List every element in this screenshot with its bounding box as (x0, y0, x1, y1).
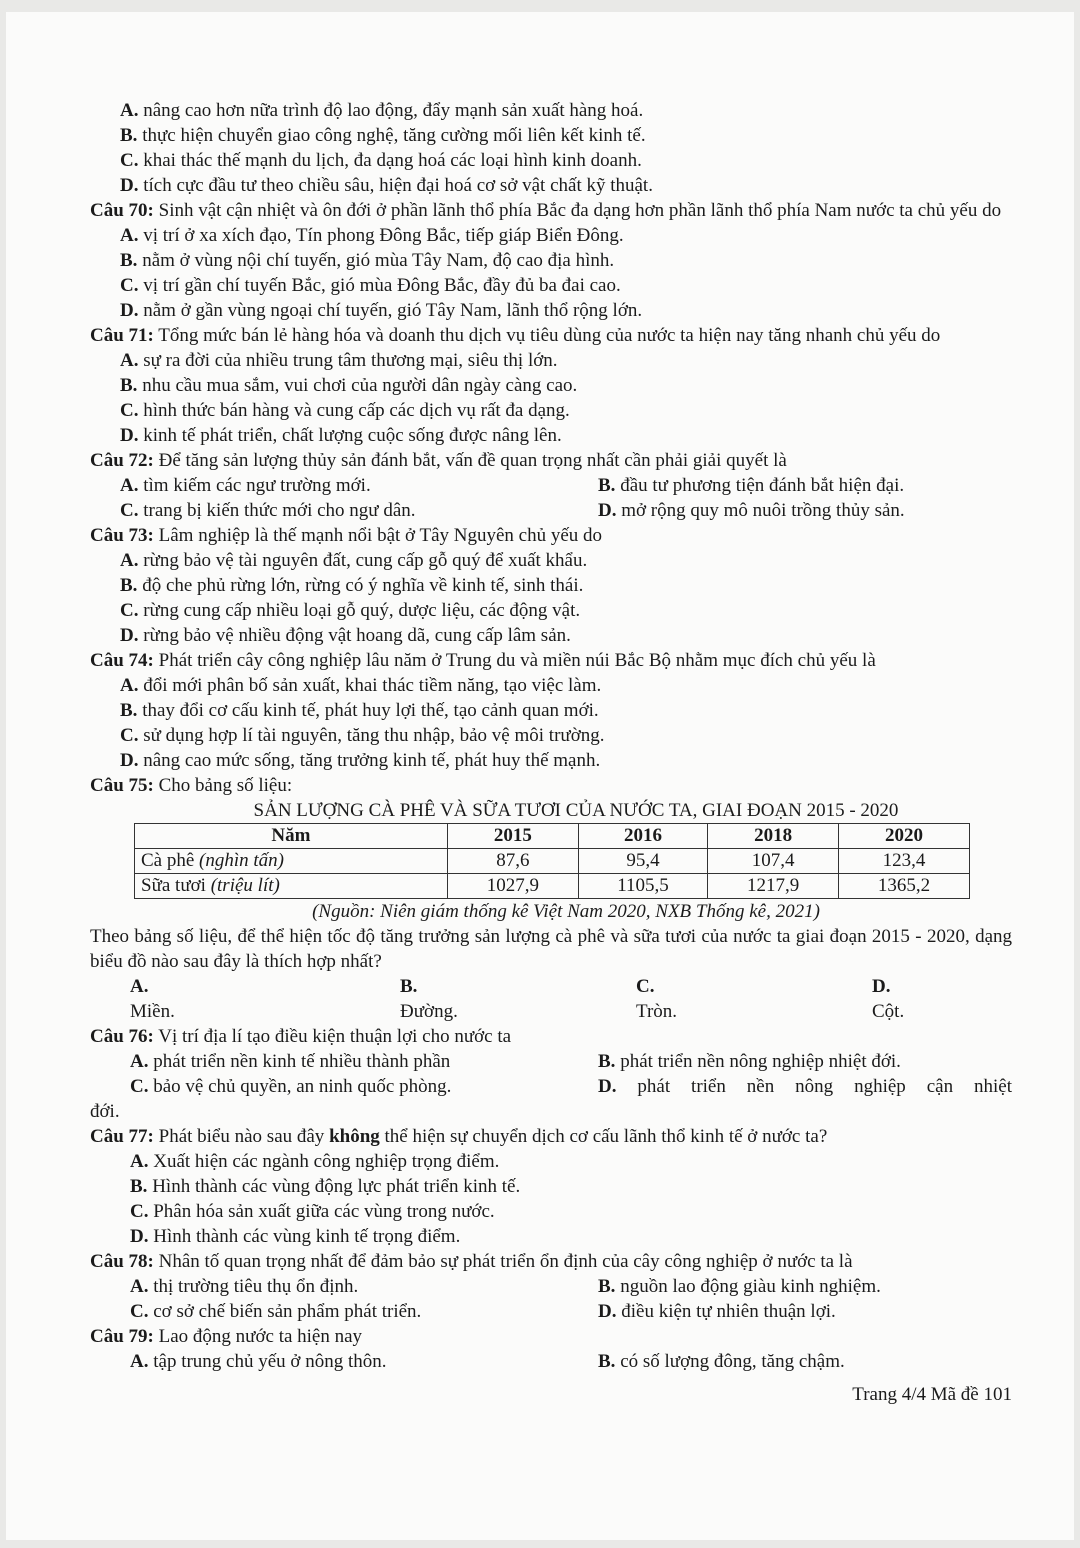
q78-options-row-1 (90, 1274, 1012, 1299)
q75-option-d: D. Cột. (872, 976, 905, 1022)
q76-options-row-1 (90, 1049, 1012, 1074)
exam-page (6, 12, 1074, 1540)
table-row (135, 874, 970, 899)
question-73: Câu 73: Lâm nghiệp là thế mạnh nổi bật ở Tây Nguyên chủ yếu do (90, 525, 603, 546)
table-source: (Nguồn: Niên giám thống kê Việt Nam 2020, NXB Thống kê, 2021) (312, 901, 820, 922)
table-row (135, 849, 970, 874)
q78-option-c: C. cơ sở chế biến sản phẩm phát triển. (130, 1301, 422, 1322)
table-cell: 1365,2 (839, 874, 970, 899)
table-cell: 1105,5 (578, 874, 707, 899)
q77-option-a: A. Xuất hiện các ngành công nghiệp trọng điểm. (130, 1151, 500, 1172)
question-77: Câu 77: Phát biểu nào sau đây không thể hiện sự chuyển dịch cơ cấu lãnh thổ kinh tế ở nước ta? (90, 1126, 828, 1147)
q71-option-b: B. nhu cầu mua sắm, vui chơi của người dân ngày càng cao. (120, 375, 578, 396)
q75-option-a: A. Miền. (130, 976, 175, 1022)
q70-option-a: A. vị trí ở xa xích đạo, Tín phong Đông Bắc, tiếp giáp Biển Đông. (120, 225, 624, 246)
q72-options-row-1 (90, 473, 1012, 498)
q78-option-a: A. thị trường tiêu thụ ổn định. (130, 1276, 359, 1297)
q76-option-b: B. phát triển nền nông nghiệp nhiệt đới. (598, 1051, 901, 1072)
table-header-cell: 2015 (447, 824, 578, 849)
table-cell: 95,4 (578, 849, 707, 874)
q79-option-b: B. có số lượng đông, tăng chậm. (598, 1351, 845, 1372)
table-cell: 1027,9 (447, 874, 578, 899)
q72-option-a: A. tìm kiếm các ngư trường mới. (120, 475, 371, 496)
q70-option-d: D. nằm ở gần vùng ngoại chí tuyến, gió Tây Nam, lãnh thổ rộng lớn. (120, 300, 643, 321)
q75-options (90, 974, 1012, 1024)
q73-option-d: D. rừng bảo vệ nhiều động vật hoang dã, cung cấp lâm sản. (120, 625, 571, 646)
option-prev-b: B. thực hiện chuyển giao công nghệ, tăng cường mối liên kết kinh tế. (120, 125, 646, 146)
q76-option-c: C. bảo vệ chủ quyền, an ninh quốc phòng. (130, 1076, 452, 1097)
q72-option-b: B. đầu tư phương tiện đánh bắt hiện đại. (598, 475, 905, 496)
q73-option-c: C. rừng cung cấp nhiều loại gỗ quý, dược liệu, các động vật. (120, 600, 581, 621)
q70-option-b: B. nằm ở vùng nội chí tuyến, gió mùa Tây Nam, độ cao địa hình. (120, 250, 615, 271)
q76-options-row-2 (90, 1074, 1012, 1099)
q78-option-d: D. điều kiện tự nhiên thuận lợi. (598, 1301, 836, 1322)
table-cell: 87,6 (447, 849, 578, 874)
q72-options-row-2 (90, 498, 1012, 523)
q71-option-d: D. kinh tế phát triển, chất lượng cuộc sống được nâng lên. (120, 425, 562, 446)
question-70: Câu 70: Sinh vật cận nhiệt và ôn đới ở phần lãnh thổ phía Bắc đa dạng hơn phần lãnh thổ phía Nam nước ta chủ yếu do (90, 200, 1002, 221)
q76-option-d-wrap: đới. (90, 1101, 120, 1122)
q78-option-b: B. nguồn lao động giàu kinh nghiệm. (598, 1276, 881, 1297)
q77-option-d: D. Hình thành các vùng kinh tế trọng điểm. (130, 1226, 461, 1247)
data-table (134, 823, 970, 899)
page-footer: Trang 4/4 Mã đề 101 (852, 1384, 1012, 1405)
q74-option-b: B. thay đổi cơ cấu kinh tế, phát huy lợi thế, tạo cảnh quan mới. (120, 700, 599, 721)
question-71: Câu 71: Tổng mức bán lẻ hàng hóa và doanh thu dịch vụ tiêu dùng của nước ta hiện nay tăng nhanh chủ yếu do (90, 325, 941, 346)
q71-option-a: A. sự ra đời của nhiều trung tâm thương mại, siêu thị lớn. (120, 350, 558, 371)
q78-options-row-2 (90, 1299, 1012, 1324)
question-72: Câu 72: Để tăng sản lượng thủy sản đánh bắt, vấn đề quan trọng nhất cần phải giải quyết là (90, 450, 787, 471)
question-75: Câu 75: Cho bảng số liệu: (90, 775, 293, 796)
q76-option-a: A. phát triển nền kinh tế nhiều thành phần (130, 1051, 451, 1072)
question-78: Câu 78: Nhân tố quan trọng nhất để đảm bảo sự phát triển ổn định của cây công nghiệp ở nước ta là (90, 1251, 853, 1272)
q73-option-b: B. độ che phủ rừng lớn, rừng có ý nghĩa về kinh tế, sinh thái. (120, 575, 584, 596)
exam-content (90, 98, 1012, 1407)
q79-options-row-1 (90, 1349, 1012, 1374)
table-cell: 123,4 (839, 849, 970, 874)
q72-option-d: D. mở rộng quy mô nuôi trồng thủy sản. (598, 500, 905, 521)
option-prev-d: D. tích cực đầu tư theo chiều sâu, hiện đại hoá cơ sở vật chất kỹ thuật. (120, 175, 653, 196)
q70-option-c: C. vị trí gần chí tuyến Bắc, gió mùa Đông Bắc, đầy đủ ba đai cao. (120, 275, 621, 296)
q77-option-c: C. Phân hóa sản xuất giữa các vùng trong nước. (130, 1201, 495, 1222)
table-row-label: Sữa tươi (triệu lít) (135, 874, 448, 899)
table-cell: 1217,9 (708, 874, 839, 899)
option-prev-c: C. khai thác thế mạnh du lịch, đa dạng hoá các loại hình kinh doanh. (120, 150, 642, 171)
q74-option-a: A. đổi mới phân bố sản xuất, khai thác tiềm năng, tạo việc làm. (120, 675, 602, 696)
question-74: Câu 74: Phát triển cây công nghiệp lâu năm ở Trung du và miền núi Bắc Bộ nhằm mục đích chủ yếu là (90, 650, 876, 671)
q71-option-c: C. hình thức bán hàng và cung cấp các dịch vụ rất đa dạng. (120, 400, 570, 421)
table-header-cell: 2020 (839, 824, 970, 849)
q75-option-c: C. Tròn. (636, 976, 678, 1022)
table-header-cell: Năm (135, 824, 448, 849)
table-title: SẢN LƯỢNG CÀ PHÊ VÀ SỮA TƯƠI CỦA NƯỚC TA, GIAI ĐOẠN 2015 - 2020 (253, 800, 899, 821)
question-75-stem: Theo bảng số liệu, để thể hiện tốc độ tăng trưởng sản lượng cà phê và sữa tươi của nước ta giai đoạn 2015 - 2020, dạng biểu đồ nào sau đây là thích hợp nhất? (90, 926, 1012, 972)
q76-option-d: D. phát triển nền nông nghiệp cận nhiệt (598, 1076, 1012, 1097)
table-row-label: Cà phê (nghìn tấn) (135, 849, 448, 874)
q74-option-c: C. sử dụng hợp lí tài nguyên, tăng thu nhập, bảo vệ môi trường. (120, 725, 605, 746)
q73-option-a: A. rừng bảo vệ tài nguyên đất, cung cấp gỗ quý để xuất khẩu. (120, 550, 588, 571)
table-cell: 107,4 (708, 849, 839, 874)
q75-option-b: B. Đường. (400, 976, 458, 1022)
q77-option-b: B. Hình thành các vùng động lực phát triển kinh tế. (130, 1176, 521, 1197)
option-prev-a: A. nâng cao hơn nữa trình độ lao động, đẩy mạnh sản xuất hàng hoá. (120, 100, 644, 121)
table-header-row (135, 824, 970, 849)
q72-option-c: C. trang bị kiến thức mới cho ngư dân. (120, 500, 416, 521)
question-76: Câu 76: Vị trí địa lí tạo điều kiện thuận lợi cho nước ta (90, 1026, 512, 1047)
q79-option-a: A. tập trung chủ yếu ở nông thôn. (130, 1351, 387, 1372)
q74-option-d: D. nâng cao mức sống, tăng trưởng kinh tế, phát huy thế mạnh. (120, 750, 601, 771)
question-79: Câu 79: Lao động nước ta hiện nay (90, 1326, 363, 1347)
table-header-cell: 2018 (708, 824, 839, 849)
table-header-cell: 2016 (578, 824, 707, 849)
